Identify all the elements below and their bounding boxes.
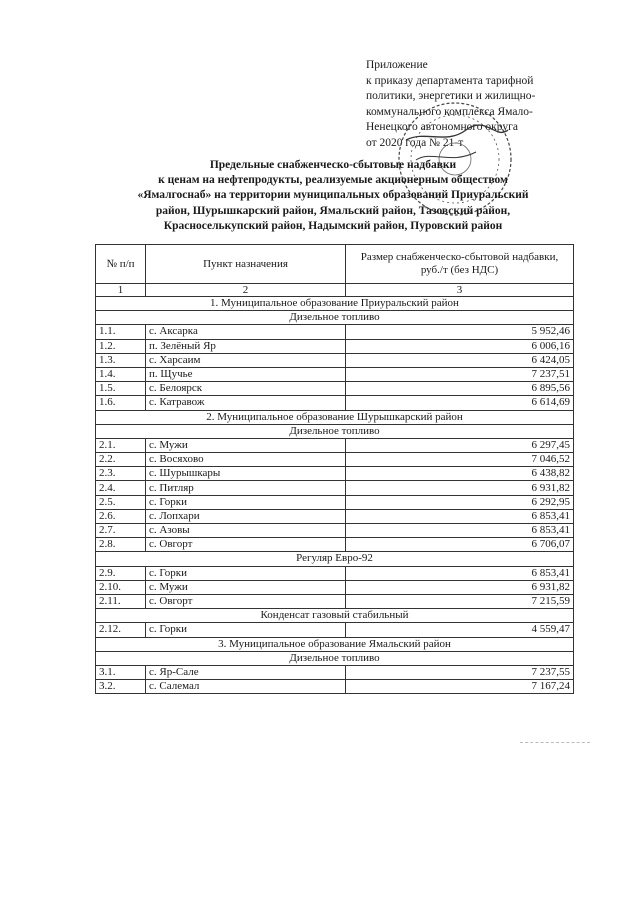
row-number: 2.2. [96,453,146,467]
destination-cell: с. Восяхово [146,453,346,467]
section-label: Конденсат газовый стабильный [96,609,574,623]
table-row [96,396,574,410]
row-number: 2.8. [96,538,146,552]
table-row [96,481,574,495]
destination-cell: п. Зелёный Яр [146,339,346,353]
table-row [96,467,574,481]
annex-line: Приложение [366,59,428,71]
markup-value-cell: 6 292,95 [346,495,574,509]
destination-cell: п. Щучье [146,367,346,381]
table-row [96,524,574,538]
markup-value-cell: 6 297,45 [346,438,574,452]
annex-line: коммунального комплекса Ямало- [366,105,533,118]
destination-cell: с. Овгорт [146,538,346,552]
row-number: 2.6. [96,509,146,523]
title-line: к ценам на нефтепродукты, реализуемые акционерным обществом [158,174,508,187]
markup-value-cell: 6 006,16 [346,339,574,353]
destination-cell: с. Белоярск [146,382,346,396]
column-number: 3 [346,284,574,297]
destination-cell: с. Горки [146,623,346,637]
destination-cell: с. Азовы [146,524,346,538]
section-label: Дизельное топливо [96,424,574,438]
destination-cell: с. Аксарка [146,325,346,339]
table-body [96,297,574,694]
destination-cell: с. Яр-Сале [146,665,346,679]
section-label: Дизельное топливо [96,311,574,325]
markup-value-cell: 7 046,52 [346,453,574,467]
table-row [96,495,574,509]
markup-value-cell: 7 237,55 [346,665,574,679]
section-label: 2. Муниципальное образование Шурышкарский район [96,410,574,424]
markup-value-cell: 6 853,41 [346,509,574,523]
markup-value-cell: 7 237,51 [346,367,574,381]
table-row [96,438,574,452]
section-label: Регуляр Евро-92 [96,552,574,566]
column-number-row [96,284,574,297]
markup-value-cell: 6 614,69 [346,396,574,410]
markup-value-cell: 6 853,41 [346,524,574,538]
markup-value-cell: 6 931,82 [346,580,574,594]
footer-dashes [520,742,590,744]
row-number: 2.10. [96,580,146,594]
markup-value-cell: 5 952,46 [346,325,574,339]
row-number: 3.2. [96,680,146,694]
markup-value-cell: 6 931,82 [346,481,574,495]
section-row [96,311,574,325]
row-number: 2.5. [96,495,146,509]
row-number: 1.5. [96,382,146,396]
destination-cell: с. Харсаим [146,353,346,367]
table-row [96,580,574,594]
section-row [96,424,574,438]
row-number: 1.4. [96,367,146,381]
row-number: 2.1. [96,438,146,452]
section-label: Дизельное топливо [96,651,574,665]
annex-line: политики, энергетики и жилищно- [366,90,536,102]
markup-value-cell: 7 167,24 [346,680,574,694]
destination-cell: с. Мужи [146,438,346,452]
table-row [96,623,574,637]
table-row [96,453,574,467]
destination-cell: с. Мужи [146,580,346,594]
section-row [96,637,574,651]
header-number: № п/п [96,245,146,284]
section-row [96,552,574,566]
table-row [96,538,574,552]
destination-cell: с. Горки [146,495,346,509]
markup-value-cell: 6 438,82 [346,467,574,481]
row-number: 1.3. [96,353,146,367]
row-number: 2.7. [96,524,146,538]
table-row [96,339,574,353]
destination-cell: с. Шурышкары [146,467,346,481]
row-number: 2.3. [96,467,146,481]
section-row [96,297,574,311]
row-number: 1.1. [96,325,146,339]
annex-line: Ненецкого автономного округа [366,121,518,133]
table-row [96,680,574,694]
table-row [96,665,574,679]
section-row [96,609,574,623]
section-label: 3. Муниципальное образование Ямальский район [96,637,574,651]
row-number: 3.1. [96,665,146,679]
row-number: 2.4. [96,481,146,495]
row-number: 2.11. [96,594,146,608]
table-row [96,566,574,580]
destination-cell: с. Салемал [146,680,346,694]
column-number: 1 [96,284,146,297]
column-number: 2 [146,284,346,297]
document-title [78,158,588,234]
markup-value-cell: 6 424,05 [346,353,574,367]
destination-cell: с. Овгорт [146,594,346,608]
table-row [96,325,574,339]
section-label: 1. Муниципальное образование Приуральский район [96,297,574,311]
table-row [96,594,574,608]
row-number: 2.12. [96,623,146,637]
header-destination: Пункт назначения [146,245,346,284]
table-row [96,382,574,396]
annex-line: к приказу департамента тарифной [366,74,534,87]
row-number: 2.9. [96,566,146,580]
section-row [96,651,574,665]
markup-value-cell: 6 706,07 [346,538,574,552]
markup-value-cell: 6 895,56 [346,382,574,396]
destination-cell: с. Горки [146,566,346,580]
title-line: Предельные снабженческо-сбытовые надбавки [209,159,457,171]
title-line: «Ямалгоснаб» на территории муниципальных образований Приуральский [137,189,529,202]
markup-value-cell: 4 559,47 [346,623,574,637]
table-row [96,367,574,381]
annex-line: от 2020 года № 21-т [366,136,464,149]
title-line: Красноселькупский район, Надымский район, Пуровский район [163,219,503,232]
table-row [96,509,574,523]
markup-table [95,244,574,694]
markup-value-cell: 6 853,41 [346,566,574,580]
markup-value-cell: 7 215,59 [346,594,574,608]
section-row [96,410,574,424]
destination-cell: с. Лопхари [146,509,346,523]
table-row [96,353,574,367]
row-number: 1.2. [96,339,146,353]
destination-cell: с. Катравож [146,396,346,410]
header-markup-size: Размер снабженческо-сбытовой надбавки, руб./т (без НДС) [346,245,574,284]
table-header-row [96,245,574,284]
title-line: район, Шурышкарский район, Ямальский район, Тазовский район, [155,204,511,217]
row-number: 1.6. [96,396,146,410]
destination-cell: с. Питляр [146,481,346,495]
